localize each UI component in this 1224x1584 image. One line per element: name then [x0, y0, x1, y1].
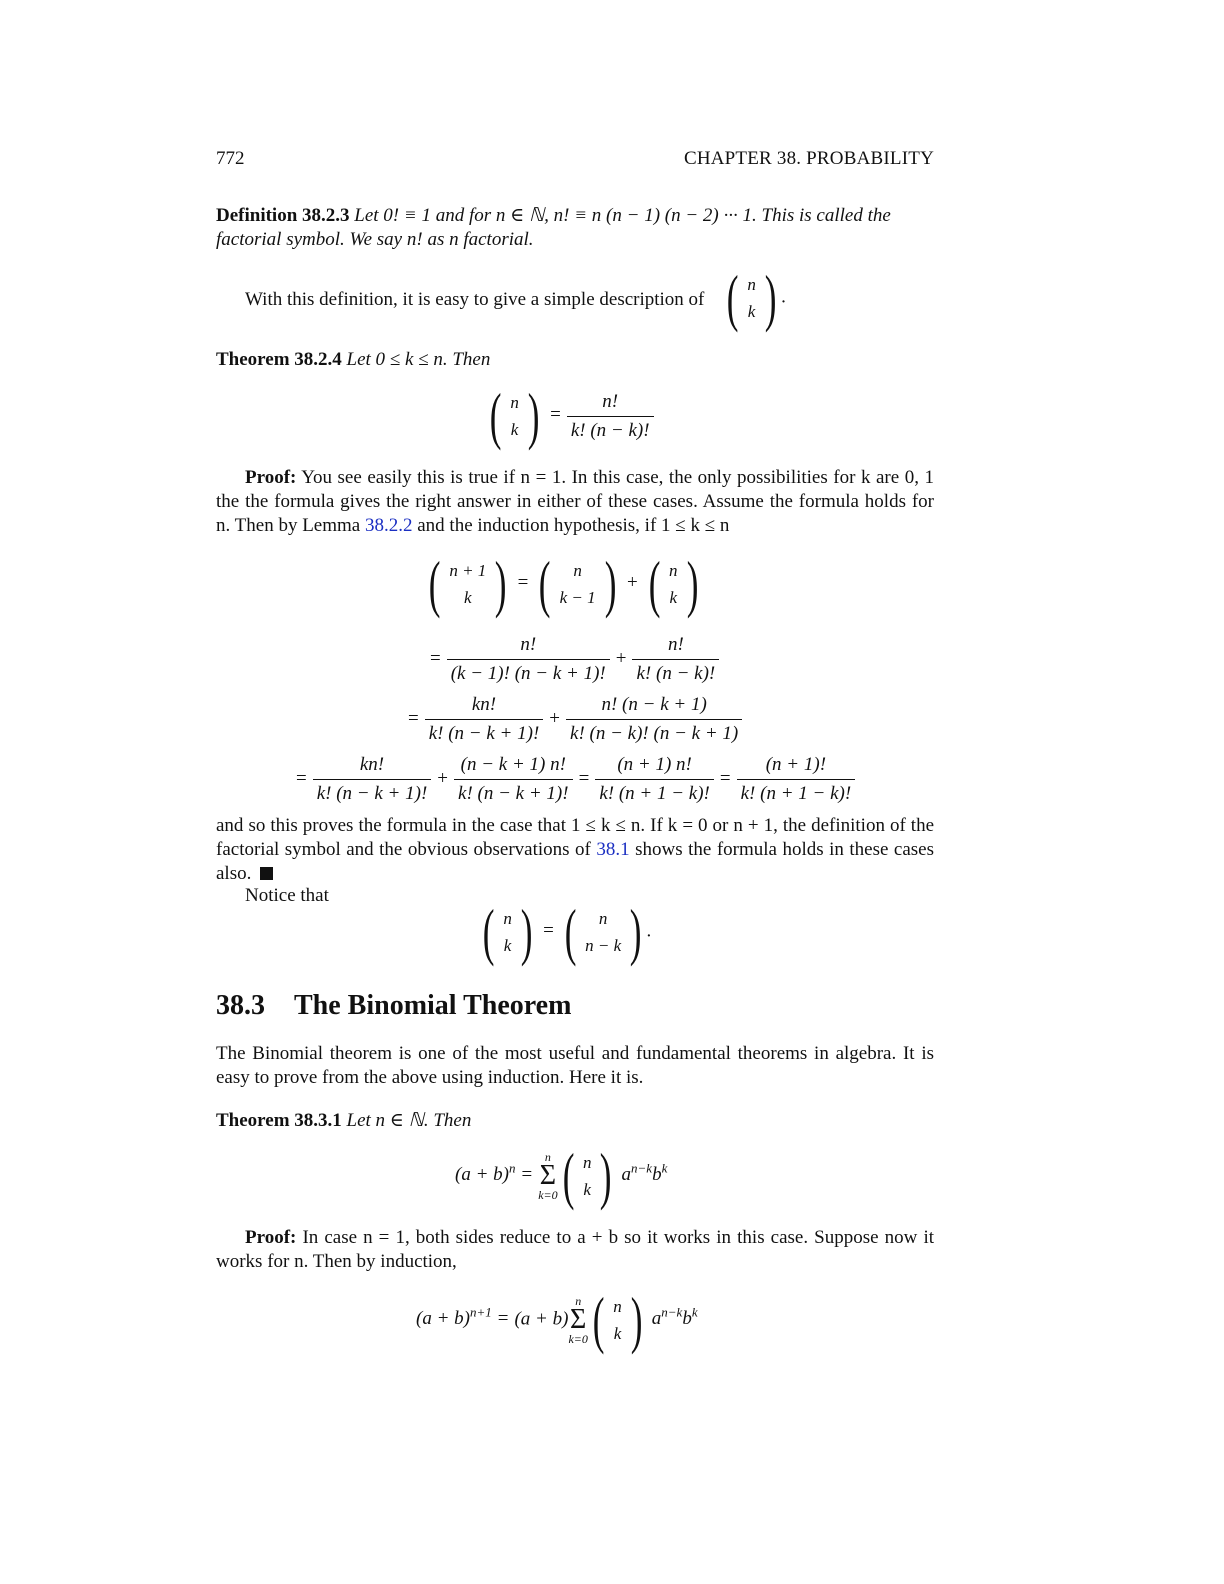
- theorem-38-3-1: [216, 1109, 934, 1133]
- equation-pascal: ( n + 1 k ) = ( n k − 1 ) + ( n k ): [428, 548, 699, 619]
- section-title: The Binomial Theorem: [294, 990, 572, 1021]
- theorem2-label: Theorem 38.3.1: [216, 1110, 342, 1131]
- proof1-text-b: and the induction hypothesis, if 1 ≤ k ≤ n: [417, 515, 730, 536]
- proof2-label: Proof:: [245, 1227, 297, 1248]
- definition-label: Definition 38.2.3: [216, 205, 350, 226]
- equation-binom-factorial: ( n k ) = $\frac{n!}{k! (n - k)!}$: [485, 386, 654, 446]
- intro-paragraph: [245, 288, 704, 312]
- intro-binom: ( n k ) .: [726, 262, 786, 333]
- page-number: 772: [216, 148, 245, 169]
- section-intro-paragraph: [216, 1042, 934, 1090]
- proof-1: [216, 466, 934, 538]
- notice-paragraph: [245, 884, 329, 908]
- notice-text: Notice that: [245, 885, 329, 906]
- lemma-link[interactable]: 38.2.2: [364, 515, 413, 536]
- equation-induction: $(a + b)^{n+1} = (a + b)$ n Σ k=0 ( n k ) $a^{n-k}b^k$: [416, 1284, 698, 1355]
- theorem2-text: Let n ∈ ℕ. Then: [346, 1110, 472, 1131]
- equation-step-3: = $\frac{kn!}{k! (n - k + 1)!}$ + $\frac{(n - k + 1) n!}{k! (n - k + 1)!}$ = $\frac{(n + 1) n!}{k! (n + 1 - k)!}$ = $\frac{(n + 1)!}{k! (n + 1 - k)!}$: [290, 754, 855, 805]
- chapter-title: CHAPTER 38. PROBABILITY: [683, 148, 934, 169]
- after-proof-paragraph: [216, 814, 934, 886]
- theorem1-text: Let 0 ≤ k ≤ n. Then: [346, 349, 491, 370]
- section-number: 38.3: [216, 990, 265, 1021]
- definition-text-1: Let 0! ≡ 1 and for n ∈ ℕ, n! ≡ n (n − 1) (n − 2) ··· 1. This is called the: [354, 205, 891, 226]
- section-heading: [216, 990, 571, 1022]
- section-intro-text: The Binomial theorem is one of the most useful and fundamental theorems in algebra. It is easy to prove from the above using induction. Here it is.: [216, 1043, 934, 1088]
- definition-38-2-3: [216, 204, 934, 252]
- proof1-label: Proof:: [245, 467, 297, 488]
- after-proof-text-a: and so this proves the formula in the case that 1 ≤ k ≤ n. If k = 0 or n + 1, the definition of the factorial symbol and the obvious observations of: [216, 815, 934, 860]
- qed-symbol: [260, 867, 273, 880]
- equation-symmetry: ( n k ) = ( n n − k ) .: [482, 896, 652, 967]
- section-link[interactable]: 38.1: [596, 839, 630, 860]
- proof2-text: In case n = 1, both sides reduce to a + b so it works in this case. Suppose now it works for n. Then by induction,: [216, 1227, 934, 1272]
- intro-text: With this definition, it is easy to give a simple description of: [245, 289, 705, 310]
- equation-step-1: = $\frac{n!}{(k - 1)! (n - k + 1)!}$ + $\frac{n!}{k! (n - k)!}$: [424, 634, 719, 685]
- proof1-text-a: You see easily this is true if n = 1. In this case, the only possibilities for k are 0, 1 the the formula gives the right answer in either of these cases. Assume the formula holds for n. Then by Lemma: [216, 467, 934, 536]
- proof-2: [216, 1226, 934, 1274]
- equation-binomial-theorem: $(a + b)^n$ = n Σ k=0 ( n k ) $a^{n-k}b^k$: [455, 1140, 668, 1211]
- equation-step-2: = $\frac{kn!}{k! (n - k + 1)!}$ + $\frac{n! (n - k + 1)}{k! (n - k)! (n - k + 1)}$: [402, 694, 742, 745]
- theorem-38-2-4: [216, 348, 934, 372]
- definition-text-2: factorial symbol. We say n! as n factorial.: [216, 229, 534, 250]
- after-proof-text-b: shows the formula holds in these cases also.: [216, 839, 935, 884]
- theorem1-label: Theorem 38.2.4: [216, 349, 342, 370]
